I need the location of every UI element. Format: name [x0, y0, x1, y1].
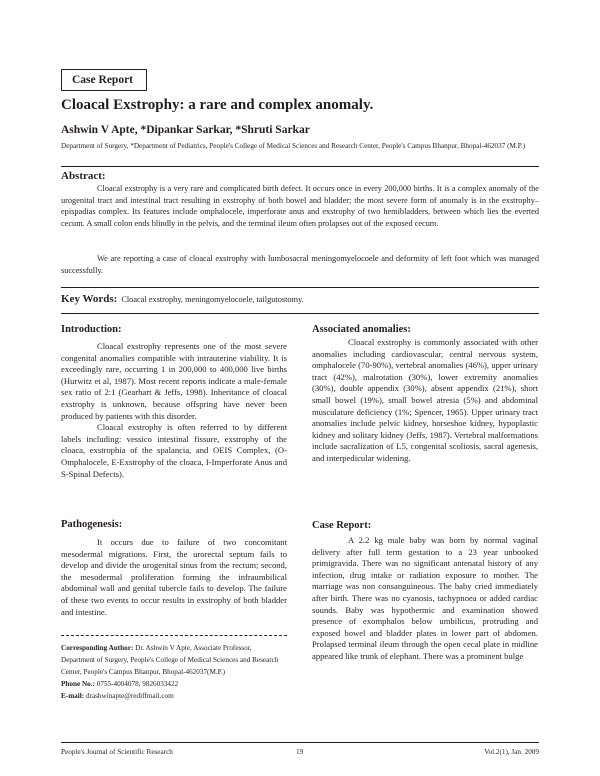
correspondence [61, 642, 287, 702]
introduction-heading: Introduction: [61, 324, 122, 335]
footnote-divider [61, 635, 287, 636]
affiliation: Department of Surgery, *Department of Pediatrics, People's College of Medical Sciences and Research Center, People's Campus Bhanpur, Bhopal-462037 (M.P.) [61, 142, 526, 150]
pathogenesis-heading: Pathogenesis: [61, 519, 123, 530]
footer-page-number: 19 [296, 748, 304, 756]
case-report-body [312, 535, 538, 663]
pathogenesis-paragraph-1: It occurs due to failure of two concomitant mesodermal migrations. First, the urorectal septum fails to develop and divide the urogenital sinus from the rectum; second, the mesodermal proliferation forming the infraumbilical abdominal wall and genital tubercle fails to develop. The failure of these two events to occur results in exstrophy of both bladder and intestine. [61, 537, 287, 617]
email-address: drashwinapte@rediffmail.com [85, 692, 174, 700]
article-title: Cloacal Exstrophy: a rare and complex anomaly. [61, 97, 374, 113]
footer-volume: Vol.2(1), Jan. 2009 [484, 748, 539, 756]
introduction-paragraph-2: Cloacal exstrophy is often referred to by different labels including: vessico intestinal fissure, exstrophy of the cloaca, exstrophia of the spalancia, and OEIS Complex, (O-Omphalocele, E-Exstrophy of the cloaca, I-Imperforate Anus and S-Spinal Defects). [61, 422, 287, 479]
email-label: E-mail: [61, 692, 85, 700]
phone-label: Phone No.: [61, 680, 95, 688]
abstract-paragraph-2: We are reporting a case of cloacal exstrophy with lumbosacral meningomyelocoele and deformity of left foot which was managed successfully. [61, 254, 539, 275]
abstract-paragraph-1: Cloacal exstrophy is a very rare and complicated birth defect. It occurs once in every 200,000 births. It is a complex anomaly of the urogenital tract and intestinal tract resulting in exstrophy of both bowel and bladder; the most severe form of anomaly is in the exstrophy–epispadias complex. Its features include omphalocele, imperforate anus and exstrophy of two hemibladders, between which lies the everted cecum. A small colon ends blindly in the pelvis, and the terminal ileum often prolapses out of the exposed cecum. [61, 184, 539, 228]
introduction-paragraph-1: Cloacal exstrophy represents one of the most severe congenital anomalies compatible with intrauterine viability. It is exceedingly rare, occurring 1 in 200,000 to 400,000 live births (Hurwitz et al, 1987). Most recent reports indicate a male-female sex ratio of 2:1 (Gearhart & Jeffs, 1998). Inheritance of cloacal exstrophy is unknown, because offspring have never been produced by patients with this disorder. [61, 341, 287, 421]
case-report-heading: Case Report: [312, 520, 372, 531]
abstract-heading: Abstract: [61, 170, 106, 182]
top-rule [61, 166, 539, 167]
footer-rule [61, 742, 539, 743]
abstract-rule [61, 287, 539, 288]
authors: Ashwin V Apte, *Dipankar Sarkar, *Shruti Sarkar [61, 124, 310, 136]
associated-anomalies-body [312, 337, 538, 465]
pathogenesis-body [61, 537, 287, 618]
corresponding-author-text: Dr. Ashwin V Apte, Associate Professor, Department of Surgery, People's College of Medical Sciences and Research Center, People's Campus Bhanpur, Bhopal-462037(M.P.) [61, 644, 279, 676]
introduction-body [61, 341, 287, 480]
corresponding-author-label: Corresponding Author: [61, 644, 134, 652]
keywords [61, 293, 304, 305]
case-report-paragraph: A 2.2 kg male baby was born by normal vaginal delivery after full term gestation to a 23 year unbooked primigravida. There was no significant antenatal history of any infection, drug intake or radiation exposure to mother. The marriage was non consanguineous. The baby cried immediately after birth. There was no cyanosis, tachypnoea or added cardiac sounds. Baby was hypothermic and examination showed presence of exomphalos below umbilicus, protruding and exposed bowel and bladder plates in lower part of abdomen. Prolapsed terminal ileum through the open cecal plate in midline appeared like trunk of elephant. There was a prominent bulge [312, 535, 538, 661]
keywords-rule [61, 313, 539, 314]
keywords-label: Key Words: [61, 293, 118, 305]
section-label-box [61, 69, 147, 91]
associated-anomalies-paragraph: Cloacal exstrophy is commonly associated with other anomalies including cardiovascular, central nervous system, omphalocele (70-90%), vertebral anomalies (46%), upper urinary tract (42%), malrotation (30%), lower extremity anomalies (30%), double appendix (30%), absent appendix (21%), short small bowel (19%), small bowel atresia (5%) and abdominal musculature deficiency (1%; Spencer, 1965). Upper urinary tract anomalies include pelvic kidney, horseshoe kidney, hypoplastic kidney and solitary kidney (Jeffs, 1987). Vertebral malformations include sacralization of L5, congenital scoliosis, sacral agenesis, and interpedicular widening. [312, 337, 538, 463]
keywords-text: Cloacal exstrophy, meningomyelocoele, tailgutostomy. [121, 295, 304, 304]
associated-anomalies-heading: Associated anomalies: [312, 324, 411, 335]
footer-journal: People's Journal of Scientific Research [61, 748, 173, 756]
section-label: Case Report [72, 74, 133, 86]
phone-number: 0755-4004078, 9826033422 [96, 680, 179, 688]
